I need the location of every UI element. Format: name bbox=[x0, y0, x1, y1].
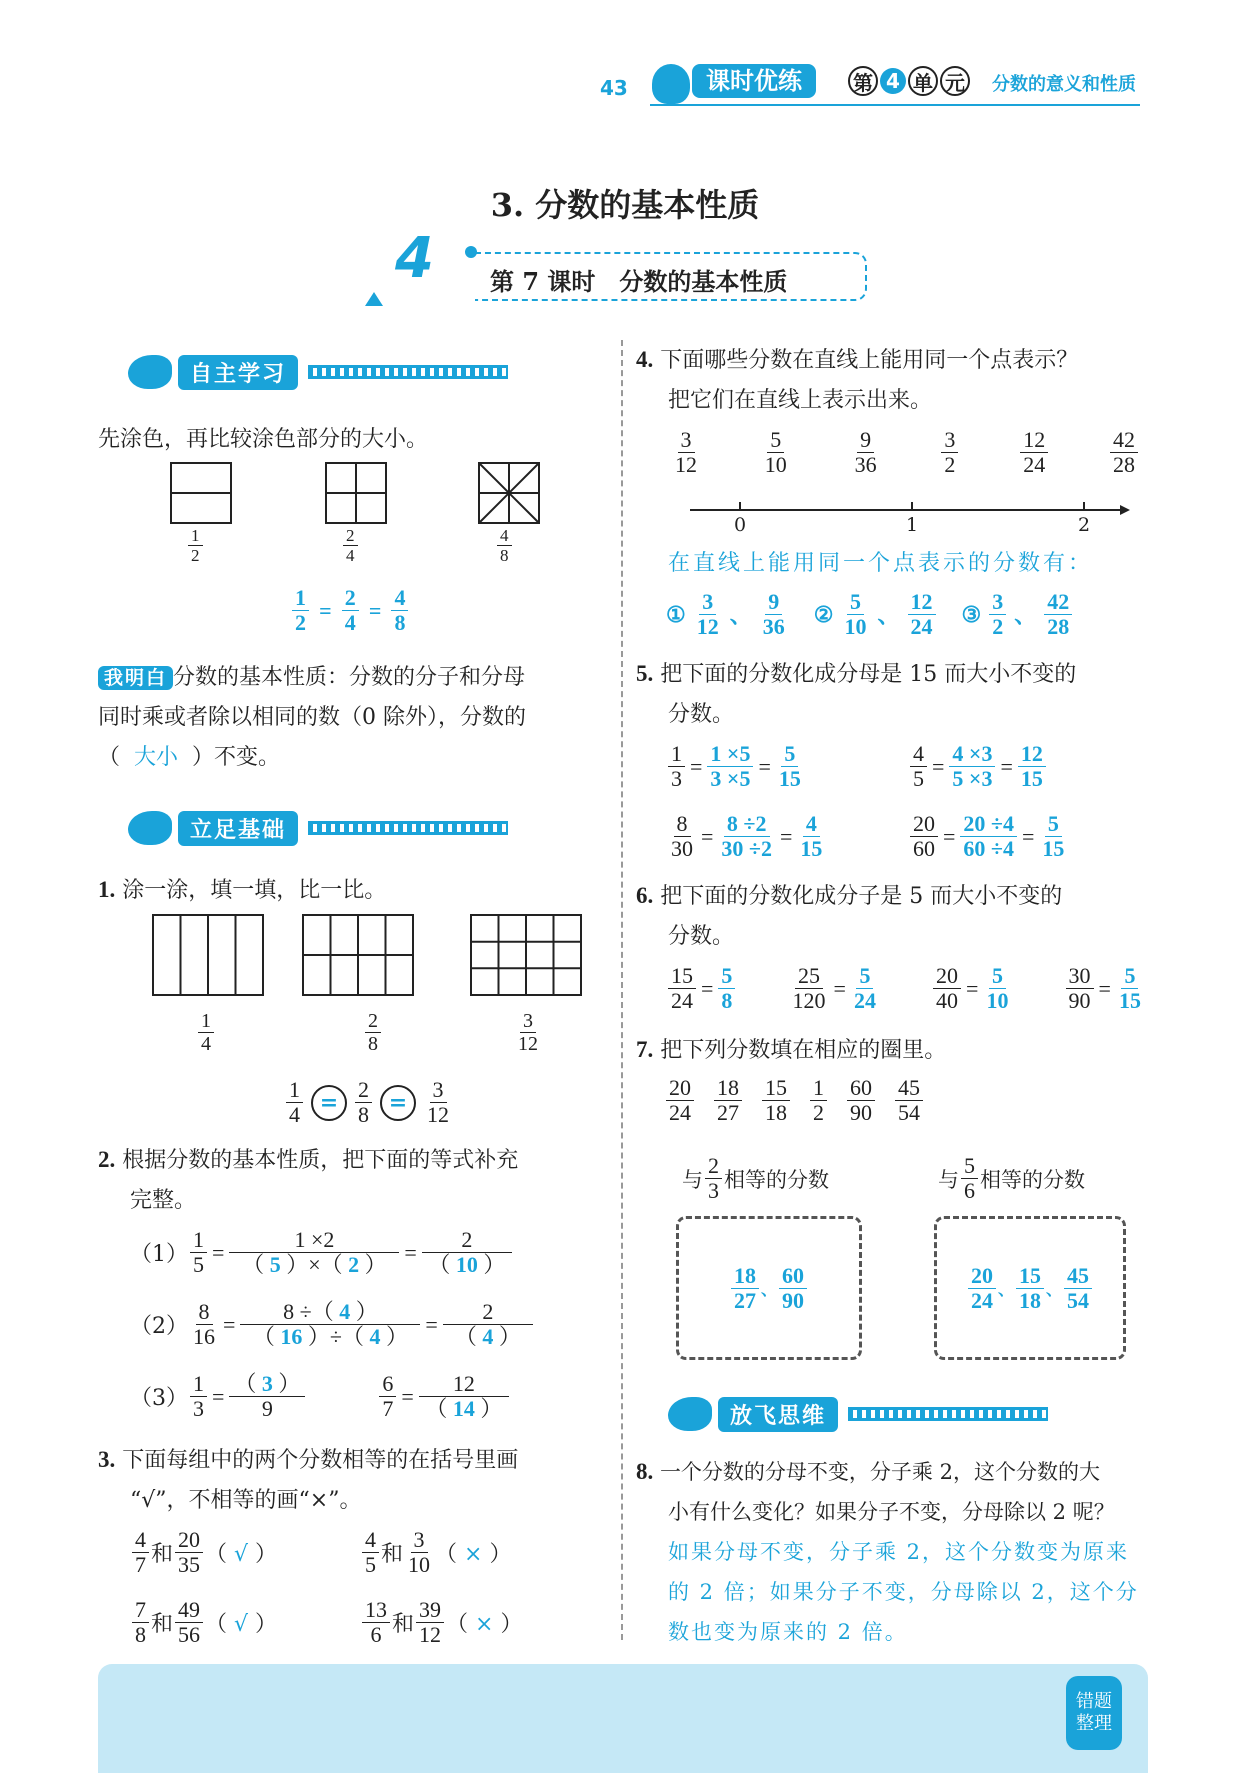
q5-text: 5. 把下面的分数化成分母是 15 而大小不变的 分数。 bbox=[636, 661, 1077, 727]
check-answer[interactable]: × bbox=[464, 1542, 483, 1567]
check-answer[interactable]: × bbox=[475, 1612, 494, 1637]
error-review-badge[interactable]: 错题整理 bbox=[1066, 1676, 1122, 1750]
q3-item: $\frac{4}{5}$ 和 $\frac{3}{10}$ （ × ） bbox=[360, 1528, 511, 1577]
rect-8-parts bbox=[302, 914, 414, 996]
answer-box-5-6[interactable]: $\frac{20}{24}$ 、 $\frac{15}{18}$ 、 $\frac{45}{54}$ bbox=[934, 1216, 1126, 1360]
q8-text: 8. 一个分数的分母不变，分子乘 2，这个分数的大 小有什么变化？如果分子不变，分母除以 2 呢？ 如果分母不变，分子乘 2，这个分数变为原来 的 2 倍；如果分子不变，分母除以 2，这个分 数也变为原来的 2 倍。 bbox=[636, 1452, 1156, 1652]
mascot-icon bbox=[652, 64, 690, 104]
compare-circle[interactable]: = bbox=[311, 1085, 347, 1121]
q2-item-1: （1） $\frac{1}{5}$ = $\frac{1 \times 2}{( 5 )\times( 2 )}$ = $\frac{2}{( 10 )}$ bbox=[130, 1228, 514, 1277]
fraction-label: $\frac{1}{4}$ bbox=[196, 1010, 216, 1055]
fraction-label: $\frac{2}{4}$ bbox=[341, 526, 360, 565]
self-study-answer: $\frac{1}{2}$ = $\frac{2}{4}$ = $\frac{4}{8}$ bbox=[290, 586, 410, 635]
fraction-label: $\frac{2}{8}$ bbox=[363, 1010, 383, 1055]
understand-answer: 大小 bbox=[134, 745, 179, 770]
fraction-label: $\frac{4}{8}$ bbox=[495, 526, 514, 565]
basics-header bbox=[128, 806, 508, 850]
understand-block: 我明白 分数的基本性质：分数的分子和分母 同时乘或者除以相同的数（0 除外），分数的 （ 大小 ）不变。 bbox=[98, 665, 526, 770]
fraction-label: $\frac{3}{12}$ bbox=[518, 1010, 538, 1055]
q7-fractions: $\frac{20}{24}$ $\frac{18}{27}$ $\frac{15}{18}$ $\frac{1}{2}$ $\frac{60}{90}$ $\frac{45}{54}$ bbox=[664, 1076, 925, 1125]
thinking-tag: 放飞思维 bbox=[718, 1397, 838, 1432]
self-study-header bbox=[128, 350, 508, 394]
q1-text: 1. 涂一涂，填一填，比一比。 bbox=[98, 877, 387, 903]
rect-12-parts bbox=[470, 914, 582, 996]
lesson-title: 第 7 课时 分数的基本性质 bbox=[490, 267, 788, 296]
q2-item-2: （2） $\frac{8}{16}$ = $\frac{8 \div( 4 )}{( 16 )\div( 4 )}$ = $\frac{2}{( 4 )}$ bbox=[130, 1300, 535, 1349]
self-study-prompt: 先涂色，再比较涂色部分的大小。 bbox=[98, 427, 429, 452]
compare-circle[interactable]: = bbox=[380, 1085, 416, 1121]
unit-name: 分数的意义和性质 bbox=[992, 74, 1136, 95]
tick-label: 1 bbox=[906, 514, 919, 536]
page-header bbox=[600, 58, 1140, 108]
page-number: 43 bbox=[600, 76, 628, 100]
q3-item: $\frac{4}{7}$ 和 $\frac{20}{35}$ （ √ ） bbox=[130, 1528, 277, 1577]
q8-answer: 数也变为原来的 2 倍。 bbox=[668, 1620, 908, 1644]
q5-item: $\frac{8}{30}$ = $\frac{8 \div 2}{30 \div 2}$ = $\frac{4}{15}$ bbox=[671, 811, 823, 861]
lesson-big-number: 4 bbox=[395, 226, 434, 291]
book-title: 课时优练 bbox=[692, 64, 816, 98]
square-quarters bbox=[325, 462, 387, 524]
section-title: 3. 分数的基本性质 bbox=[490, 186, 760, 224]
box1-label: 与 $\frac{2}{3}$ 相等的分数 bbox=[682, 1153, 829, 1203]
column-divider bbox=[621, 340, 623, 1640]
tick-label: 2 bbox=[1078, 514, 1091, 536]
dots-decoration bbox=[308, 365, 508, 379]
bird-icon bbox=[668, 1397, 712, 1431]
q3-item: $\frac{13}{6}$ 和 $\frac{39}{12}$ （ × ） bbox=[360, 1598, 522, 1647]
square-eighths bbox=[478, 462, 540, 524]
q4-answer-text: 在直线上能用同一个点表示的分数有： bbox=[668, 551, 1094, 576]
dots-decoration bbox=[848, 1407, 1048, 1421]
q5-item: $\frac{1}{3}$ = $\frac{1 \times 5}{3 \times 5}$ = $\frac{5}{15}$ bbox=[666, 742, 806, 791]
understand-tag: 我明白 bbox=[98, 666, 173, 690]
basics-tag: 立足基础 bbox=[178, 811, 298, 846]
q6-items: $\frac{15}{24}$ = $\frac{5}{8}$ $\frac{25}{120}$ = $\frac{5}{24}$ $\frac{20}{40}$ = $\frac{5}{10}$ $\frac{30}{90}$ = $\frac{5}{15}$ bbox=[666, 964, 1146, 1013]
q8-answer: 的 2 倍；如果分子不变，分母除以 2，这个分 bbox=[668, 1580, 1139, 1604]
bird-icon bbox=[128, 355, 172, 389]
q1-compare: $\frac{1}{4}$ = $\frac{2}{8}$ = $\frac{3}{12}$ bbox=[284, 1078, 454, 1127]
unit-label: 第 4 单 元 bbox=[848, 66, 970, 96]
footer-bar bbox=[98, 1664, 1148, 1773]
bird-icon bbox=[128, 811, 172, 845]
square-halves bbox=[170, 462, 232, 524]
q5-item: $\frac{4}{5}$ = $\frac{4 \times 3}{5 \times 3}$ = $\frac{12}{15}$ bbox=[908, 742, 1048, 791]
check-answer[interactable]: √ bbox=[234, 1612, 249, 1637]
rect-4-parts bbox=[152, 914, 264, 996]
tick-label: 0 bbox=[734, 514, 747, 536]
q8-answer: 如果分母不变，分子乘 2，这个分数变为原来 bbox=[668, 1540, 1130, 1564]
dots-decoration bbox=[308, 821, 508, 835]
answer-box-2-3[interactable]: $\frac{18}{27}$ 、 $\frac{60}{90}$ bbox=[676, 1216, 862, 1360]
q2-item-3: （3） $\frac{1}{3}$ = $\frac{( 3 )}{9}$ $\frac{6}{7}$ = $\frac{12}{( 14 )}$ bbox=[130, 1372, 511, 1421]
thinking-header bbox=[668, 1392, 1048, 1436]
q6-text: 6. 把下面的分数化成分子是 5 而大小不变的 分数。 bbox=[636, 883, 1063, 949]
header-rule bbox=[650, 104, 1140, 106]
box2-label: 与 $\frac{5}{6}$ 相等的分数 bbox=[938, 1153, 1085, 1203]
q3-item: $\frac{7}{8}$ 和 $\frac{49}{56}$ （ √ ） bbox=[130, 1598, 277, 1647]
fraction-label: $\frac{1}{2}$ bbox=[186, 526, 205, 565]
q4-answer-groups: ① $\frac{3}{12}$ 、 $\frac{9}{36}$ ② $\frac{5}{10}$ 、 $\frac{12}{24}$ ③ $\frac{3}{2}$ 、 $\frac{42}{28}$ bbox=[666, 590, 1074, 639]
q2-text: 2. 根据分数的基本性质，把下面的等式补充 完整。 bbox=[98, 1147, 519, 1213]
check-answer[interactable]: √ bbox=[234, 1542, 249, 1567]
q4-fractions: $\frac{3}{12}$ $\frac{5}{10}$ $\frac{9}{36}$ $\frac{3}{2}$ $\frac{12}{24}$ $\frac{42}{28}$ bbox=[670, 428, 1140, 477]
lesson-banner bbox=[365, 226, 875, 307]
q5-item: $\frac{20}{60}$ = $\frac{20 \div 4}{60 \div 4}$ = $\frac{5}{15}$ bbox=[908, 812, 1069, 861]
self-study-tag: 自主学习 bbox=[178, 355, 298, 390]
q4-text: 4. 下面哪些分数在直线上能用同一个点表示？ 把它们在直线上表示出来。 bbox=[636, 347, 1079, 413]
q3-text: 3. 下面每组中的两个分数相等的在括号里画 “√”，不相等的画“×”。 bbox=[98, 1447, 519, 1513]
triangle-icon bbox=[365, 292, 383, 306]
q7-text: 7. 把下列分数填在相应的圈里。 bbox=[636, 1037, 947, 1063]
